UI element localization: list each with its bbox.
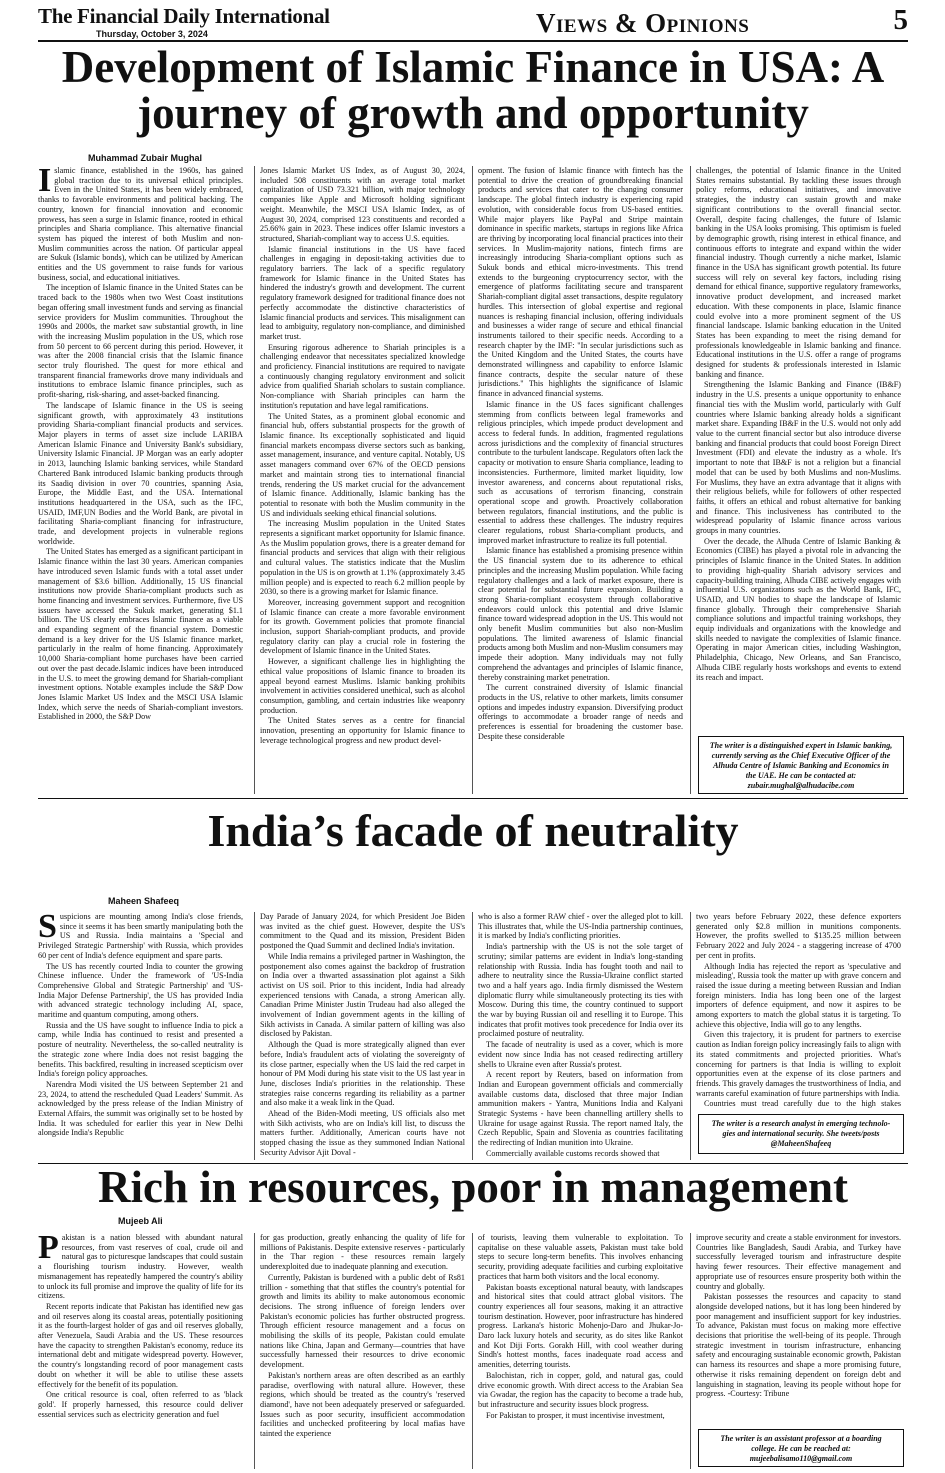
- bio-line: gies and international security. She tweets/posts: [722, 1129, 880, 1138]
- paragraph: Pakistan possesses the resources and capacity to stand alongside developed nations, but it has long been hindered by poor management and insufficient support for key industries. To advance, Pakistan must focus on making more effective decisions that prioritise the well-being of its people. Through strategic investment in tourism infrastructure, enhancing safety and encouraging sustainable economic growth, Pakistan can harness its resources and shape a more promising future, otherwise it risks remaining dependent on foreign debt and languishing in stagnation, leaving its people without hope for progress. -Courtesy: Tribune: [696, 1292, 901, 1399]
- bio-line: the UAE. He can be contacted at:: [745, 771, 857, 780]
- paragraph: For Pakistan to prosper, it must incentivise investment,: [486, 1410, 665, 1420]
- paragraph: Pakistan boasts exceptional natural beauty, with landscapes and historical sites that could attract global visitors. The country experiences all four seasons, making it an attractive tourism destination. However, poor infrastructure has hindered progress. Larkana's historic Mohenjo-Daro and Jhukar-Jo-Daro lack luxury hotels and security, as do sites like Rankot and Kot Diji Forts. Gorakh Hill, with cool weather during Sindh's hottest months, faces inadequate road access and amenities, deterring tourists.: [478, 1282, 683, 1370]
- column-divider: [254, 1233, 255, 1469]
- paragraph: The United States, as a prominent global economic and financial hub, offers substantial prospects for the growth of Islamic finance. Its exceptionally sophisticated and liquid financial markets encompass diverse sectors such as banking, asset management, insurance, and venture capital. Notably, US asset managers command over 67% of the OECD pensions market and maintain strong ties to international financial trends, rendering the US market crucial for the advancement of Islamic finance. Additionally, Islamic banking has the potential to resonate with both the Muslim community in the US and individuals seeking ethical financial solutions.: [260, 411, 465, 518]
- paper-name: The Financial Daily International: [38, 4, 330, 28]
- author-bio-box-2: [698, 1114, 904, 1154]
- bio-line: currently serving as the Chief Executive Officer of the: [711, 751, 891, 760]
- drop-cap: I: [38, 166, 52, 199]
- author-bio-box-1: [698, 736, 904, 794]
- drop-cap: S: [38, 912, 57, 945]
- article-2-column-2: [260, 912, 465, 1160]
- paragraph: Islamic financial institutions in the US have faced challenges in engaging in deposit-taking activities due to regulatory barriers. The lack of a specific regulatory framework for Islamic finance in the United States has hindered the industry's growth and development. The current regulatory framework designed for traditional finance does not perfectly accommodate the distinctive characteristics of Islamic financial products and services. This misalignment can lead to ambiguity, regulatory non-compliance, and diminished market trust.: [260, 244, 465, 341]
- paragraph: The increasing Muslim population in the United States represents a significant market opportunity for Islamic finance. As the Muslim population grows, there is a greater demand for financial products and services that align with their religious and cultural values. The statistics indicate that the Muslim population in the US is on growth at 1.1% (approximately 3.45 million people) and is expected to reach 6.2 million people by 2030, so there is a growing market for Islamic finance.: [260, 519, 465, 597]
- paragraph: Narendra Modi visited the US between September 21 and 23, 2024, to attend the rescheduled Quad Leaders' Summit. As acknowledged by the press release of the Indian Ministry of External Affairs, the summit was originally set to be hosted by India. It was scheduled for earlier this year in New Delhi alongside India's Republic: [38, 1079, 243, 1138]
- paragraph: Islamic finance, established in the 1960s, has gained global traction due to its universal ethical principles. Even in the United States, it has been widely embraced, thanks to favorable environments and political backing. The country, known for financial innovation and economic prowess, has seen a surge in Islamic finance, rooted in ethical principles and Sharia compliance. This alternative financial system has piqued the interest of both Muslim and non-Muslim communities across the nation. Of particular appeal are Sukuk (Islamic bonds), which can be utilized by American entities and the US government to raise funds for various business, social, and educational initiatives.: [38, 166, 243, 282]
- headline-3: Rich in resources, poor in management: [98, 1162, 848, 1212]
- column-divider: [690, 912, 691, 1160]
- article-3-body: [38, 1233, 908, 1469]
- paragraph: Balochistan, rich in copper, gold, and natural gas, could drive economic growth. With direct access to the Arabian Sea via Gwadar, the region has the capacity to become a trade hub, but infrastructure and security issues block progress.: [478, 1370, 683, 1409]
- bio-line: college. He can be reached at:: [751, 1444, 851, 1453]
- paragraph: One critical resource is coal, often referred to as 'black gold'. If properly harnessed, this resource could deliver essential services such as electricity generation and fuel: [38, 1390, 243, 1419]
- headline-1: [38, 44, 908, 137]
- headline-1-line-2: journey of growth and opportunity: [137, 88, 809, 139]
- paragraph: for gas production, greatly enhancing the quality of life for millions of Pakistanis. Despite extensive reserves - particularly in the Thar region - these resources remain largely underexploited due to inadequate planning and execution.: [260, 1233, 465, 1272]
- article-3-column-1: [38, 1233, 243, 1469]
- column-divider: [690, 1233, 691, 1469]
- column-divider: [472, 166, 473, 794]
- article-1-column-3: [478, 166, 683, 794]
- byline-2: Maheen Shafeeq: [108, 896, 180, 906]
- paragraph: opment. The fusion of Islamic finance with fintech has the potential to drive the creation of groundbreaking financial products and services that cater to the changing consumer landscape. The global fintech industry is experiencing rapid evolution, with considerable focus from US-based entities. While major players like PayPal and Stripe maintain dominance in specific markets, startups in regions like Africa are thriving by incorporating local financial practices into their services. In Muslim-majority nations, fintech firms are increasingly introducing Sharia-compliant options such as Sukuk bonds and ethical micro-investments. This trend extends to the burgeoning cryptocurrency sector, with the emergence of platforms facilitating secure and transparent Shariah-compliant digital asset transactions, despite regulatory hurdles. This intersection of global expertise and regional nuances is reshaping financial inclusion, offering individuals and businesses a wider range of secure and ethical financial instruments tailored to their specific needs. According to a research chapter by the IMF: "In secular jurisdictions such as the United Kingdom and the United States, the courts have demonstrated willingness and capability to enforce Islamic finance contracts, despite the secular nature of these jurisdictions." This highlights the significance of Islamic finance in advanced financial systems.: [478, 166, 683, 399]
- paragraph: Although the Quad is more strategically aligned than ever before, India's fraudulent acts of violating the sovereignty of its close partner, especially when the US laid the red carpet in honour of PM Modi during his state visit to the US last year in June, discloses India's priorities in the relationship. These strategies raise concerns regarding its reliability as a partner and also make it a weak link in the Quad.: [260, 1040, 465, 1108]
- article-3-column-3: [478, 1233, 683, 1469]
- paragraph: The current constrained diversity of Islamic financial products in the US, relative to other markets, limits consumer options and impedes industry expansion. Diversifying product offerings to accommodate a broader range of needs and preferences is essential for broadening the customer base. Despite these considerable: [478, 683, 683, 741]
- paragraph: Countries must tread carefully due to the high stakes: [704, 1099, 901, 1108]
- author-bio-box-3: [698, 1429, 904, 1467]
- paragraph: two years before February 2022, these defence exporters generated only $2.8 million in munitions components. However, the profits swelled to $135.25 million between February 2022 and July 2024 - a staggering increase of 4700 per cent in profits.: [696, 912, 901, 960]
- column-divider: [690, 166, 691, 794]
- article-2-column-3: [478, 912, 683, 1160]
- paragraph: Over the decade, the Alhuda Centre of Islamic Banking & Economics (CIBE) has played a pivotal role in advancing the principles of Islamic finance in the United States. In addition to providing high-quality Shariah advisory services and capacity-building training, Alhuda CIBE actively engages with influential U.S. organizations such as the World Bank, IFC, USAID, and UN bodies to shape the landscape of Islamic finance globally. Through their comprehensive Shariah compliance solutions and impactful training workshops, they equip individuals and organizations with the knowledge and skills needed to navigate the complexities of Islamic finance. Operating in major American cities, including Washington, Philadelphia, Chicago, New Orleans, and San Francisco, Alhuda CIBE regularly hosts workshops and events to extend its reach and impact.: [696, 536, 901, 682]
- paragraph: Pakistan's northern areas are often described as an earthly paradise, overflowing with natural allure. However, these regions, which should be treated as the country's 'reserved diamond', have not been adequately preserved or safeguarded. Issues such as poor security, insufficient accommodation facilities and unchecked profiteering by local mafias have tainted the experience: [260, 1370, 465, 1439]
- bio-line: The writer is a distinguished expert in Islamic banking,: [709, 741, 893, 750]
- article-1-column-4: [696, 166, 901, 721]
- paragraph: The landscape of Islamic finance in the US is seeing significant growth, with approximately 43 institutions providing Sharia-compliant financial products and services. Major players in terms of asset size include LARIBA American Islamic Finance and University Bank's subsidiary, University Islamic Financial. JP Morgan was an early adopter in 2013, launching Islamic banking services, while Standard Chartered Bank introduced Islamic banking products through its Saadiq division in over 70 countries, spanning Asia, Europe, the Middle East, and the USA. International institutions headquartered in the USA, such as the IFC, USAID, IMF,UN Bodies and the World Bank, are pivotal in facilitating Sharia-compliant financing for infrastructure, trade, and development projects in vulnerable regions worldwide.: [38, 400, 243, 546]
- bio-line: The writer is a research analyst in emerging technolo-: [711, 1119, 891, 1128]
- article-2-body: [38, 912, 908, 1160]
- article-1-column-2: [260, 166, 465, 794]
- paragraph: The inception of Islamic finance in the United States can be traced back to the 1980s when two West Coast institutions began offering small investment funds and serving as financial service providers for Muslim communities. Throughout the 1990s and 2000s, the market saw substantial growth, in line with the increasing Muslim population in the US, which rose from 50 percent to 66 percent during this period. However, it was after the 2008 financial crisis that the Islamic finance sector truly flourished. The quest for more ethical and transparent financial frameworks drove many individuals and institutions to embrace Islamic finance principles, such as profit-sharing, risk-sharing, and asset-backed financing.: [38, 283, 243, 400]
- paragraph: The US has recently courted India to counter the growing Chinese influence. Under the framework of 'US-India Comprehensive Global and Strategic Partnership' and 'US-India Major Defense Partnership', the US has provided India with advanced strategic technology including AI, space, maritime and quantum computing, among others.: [38, 961, 243, 1020]
- paragraph: Moreover, increasing government support and recognition of Islamic finance can create a more favorable environment for its growth. Government policies that promote financial inclusion, support Shariah-compliant products, and provide regulatory clarity can play a crucial role in fostering the development of Islamic finance in the United States.: [260, 597, 465, 656]
- article-1-column-1: [38, 166, 243, 794]
- author-email: mujeebalisamo110@gmail.com: [749, 1454, 853, 1463]
- article-2-column-4: [696, 912, 901, 1108]
- paragraph: Strengthening the Islamic Banking and Finance (IB&F) industry in the U.S. presents a unique opportunity to enhance financial ties with the Muslim world, particularly with Gulf countries where Islamic banking already holds a significant market share. Expanding IB&F in the U.S. would not only add value to the current financial sector but also introduce diverse banking and financial products that could boost Foreign Direct Investment (FDI) and elevate the industry as a whole. It's important to note that IB&F is not a religion but a financial model that can be used by both Muslims and non-Muslims. For Muslims, they have an extra advantage that it aligns with their religious beliefs, while for followers of other respected faiths, it offers an ethical and robust alternative for banking and finance. This inclusiveness has contributed to the widespread popularity of Islamic finance across various groups in many countries.: [696, 380, 901, 536]
- byline-3: Mujeeb Ali: [118, 1216, 163, 1226]
- paragraph: Islamic finance in the US faces significant challenges stemming from conflicts between legal frameworks and religious principles, which impede product development and access to federal funds. In addition, fragmented regulations across jurisdictions and the complexity of financial structures contribute to the turbulent landscape. Regulators often lack the capacity or motivation to ensure Sharia compliance, leading to inconsistencies. Furthermore, limited market liquidity, low investor awareness, and concerns about reputational risks, such as accusations of terrorism financing, constrain operational scope and growth. Proactively collaboration between regulators, financial institutions, and the public is essential to address these challenges. The industry requires clearer regulations, robust Sharia-compliant products, and improved market infrastructure to realize its full potential.: [478, 399, 683, 545]
- paragraph: Suspicions are mounting among India's close friends, since it seems it has been smartly manipulating both the US and Russia. India maintains a 'Special and Privileged Strategic Partnership' with Russia, which provides 60 per cent of India's defence equipment and spare parts.: [38, 912, 243, 960]
- drop-cap: P: [38, 1233, 59, 1266]
- author-handle: @MaheenShafeeq: [770, 1139, 832, 1148]
- byline-1: Muhammad Zubair Mughal: [88, 153, 203, 163]
- paragraph: A recent report by Reuters, based on information from Indian and European government officials and commercially available customs data, disclosed that three major Indian ammunition makers - Yantra, Munitions India and Kalyani Strategic Systems - have been channelling artillery shells to Ukraine for usage against Russia. The report named Italy, the Czech Republic, Spain and Slovenia as countries facilitating the redirecting of Indian munition into Ukraine.: [478, 1070, 683, 1148]
- paragraph: Given this trajectory, it is prudent for partners to exercise caution as Indian foreign policy increasingly fails to align with its stated commitments and projected priorities. What's concerning for partners is that India is willing to exploit opportunities even at the expense of its close partners and friends. This gravely damages the trustworthiness of India, and warrants careful examination of future partnerships with India.: [696, 1030, 901, 1098]
- paragraph: challenges, the potential of Islamic finance in the United States remains substantial. By tackling these issues through policy reforms, educational initiatives, and innovative strategies, the industry can sustain growth and make significant contributions to the overall financial sector. Overall, despite facing challenges, the future of Islamic banking in the USA looks promising. This optimism is fueled by demographic growth, rising interest in ethical finance, and continuous efforts to integrate and expand within the wider financial industry. Though currently a niche market, Islamic finance in the USA has significant growth potential. Its future success will rely on several key factors, including rising demand for ethical finance, supportive regulatory frameworks, innovative product development, and increased market education. With these components in place, Islamic finance could evolve into a more prominent segment of the US financial landscape. Islamic banking education in the United States has been expanding to meet the rising demand for professionals knowledgeable in Islamic banking and finance. Educational institutions in the U.S. offer a range of programs designed for students & professionals interested in Islamic banking and finance.: [696, 166, 901, 379]
- paragraph: India's partnership with the US is not the sole target of scrutiny; similar patterns are evident in India's long-standing relationship with Russia. India has fought tooth and nail to adhere to neutrality since the Russia-Ukraine conflict started two and a half years ago. India firmly dismissed the Western diplomatic flurry while simultaneously protecting its ties with Moscow. During this time, the country continued to support the war by buying Russian oil and reselling it to Europe. This indicates that profit motives took precedence for India over its proclaimed posture of neutrality.: [478, 942, 683, 1039]
- paragraph: Ensuring rigorous adherence to Shariah principles is a challenging endeavor that necessitates specialized knowledge and proficiency. Financial institutions are required to navigate a continuously changing regulatory environment and solicit advice from qualified Shariah scholars to sustain compliance. Non-compliance with Shariah principles can harm the institution's reputation and have legal ramifications.: [260, 342, 465, 410]
- paragraph: who is also a former RAW chief - over the alleged plot to kill. This illustrates that, while the US-India partnership continues, it is marked by India's conflicting priorities.: [478, 912, 683, 941]
- paragraph: improve security and create a stable environment for investors. Countries like Bangladesh, Saudi Arabia, and Turkey have successfully leveraged tourism and infrastructure despite having fewer resources. Their effective management and appropriate use of resources ensure prosperity both within the country and globally.: [696, 1233, 901, 1291]
- masthead: [38, 4, 908, 40]
- paragraph: Jones Islamic Market US Index, as of August 30, 2024, included 508 constituents with an average total market capitalization of USD 73.321 billion, with major technology companies like Apple and Microsoft holding significant weight. Meanwhile, the MSCI USA Islamic Index, as of August 30, 2024, comprised 123 constituents and recorded a 25.66% gain in 2023. These indices offer Islamic investors a structured, Shariah-compliant way to access U.S. equities.: [260, 166, 465, 243]
- paragraph: Ahead of the Biden-Modi meeting, US officials also met with Sikh activists, who are on India's kill list, to discuss the matters further. Additionally, American courts have not stopped chasing the issue as they summoned Indian National Security Advisor Ajit Doval -: [260, 1109, 465, 1157]
- paragraph: Russia and the US have sought to influence India to pick a camp, while India has continued to resist and presented a posture of neutrality. Nevertheless, the so-called neutrality is the strategic zone where India does not resist bagging the benefits. This backfired, resulting in increased scepticism over India's foreign policy approaches.: [38, 1020, 243, 1079]
- paragraph: of tourists, leaving them vulnerable to exploitation. To capitalise on these valuable assets, Pakistan must take bold steps to secure long-term benefits. This involves enhancing security, providing adequate facilities and curbing exploitative practices that harm both visitors and the local economy.: [478, 1233, 683, 1281]
- paragraph: Day Parade of January 2024, for which President Joe Biden was invited as the chief guest. However, despite the US's commitment to the Quad and its mission, President Biden postponed the Quad Summit and declined India's invitation.: [260, 912, 465, 951]
- article-3-column-4: [696, 1233, 901, 1425]
- paragraph: Recent reports indicate that Pakistan has identified new gas and oil reserves along its coastal areas, potentially positioning it as the fourth-largest holder of gas and oil reserves globally, after Venezuela, Saudi Arabia and the US. These resources have the capacity to strengthen Pakistan's economy, reduce its international debt and mitigate widespread poverty. However, the country's longstanding record of poor management casts doubt on whether it will be able to utilise these assets effectively for the benefit of its population.: [38, 1301, 243, 1389]
- paragraph: The United States has emerged as a significant participant in Islamic finance within the last 30 years. American companies have introduced seven Islamic funds with a total asset under management of $3.6 billion. Additionally, 15 US financial institutions now provide Sharia-compliant products such as home financing and investment services. Furthermore, five US issuers have accessed the Sukuk market, generating $1.1 billion. The US clearly embraces Islamic finance as a viable and expanding segment of the financial system. Domestic demand is a key driver for the US Islamic finance market, particularly in the realm of home financing. Approximately 10,000 Sharia-compliant home purchases have been carried out over the past decade.Islamic indices have been introduced in the U.S. to meet the growing demand for Shariah-compliant investment options. Notable examples include the S&P Dow Jones Islamic Market US Index and the MSCI USA Islamic Index, which serve the needs of Shariah-compliant investors. Established in 2000, the S&P Dow: [38, 547, 243, 722]
- paragraph: Islamic finance has established a promising presence within the US financial system due to its adherence to ethical principles and the increasing Muslim population. While facing regulatory challenges and a lack of market exposure, there is clear potential for substantial future expansion. Building a strong Sharia-compliant ecosystem through collaborative endeavors could unlock this potential and drive Islamic finance toward widespread adoption in the US. This would not only benefit Muslim communities but also non-Muslim populations. The limited awareness of Islamic financial products among both Muslim and non-Muslim consumers may impede their adoption. Many individuals may not fully comprehend the advantages and principles of Islamic finance, thereby constraining market penetration.: [478, 546, 683, 682]
- paragraph: The United States serves as a centre for financial innovation, presenting an opportunity for Islamic finance to leverage technological progress and new product devel-: [260, 716, 465, 745]
- paragraph: The facade of neutrality is used as a cover, which is more evident now since India has not ceased redirecting artillery shells to Ukraine even after Russia's protest.: [478, 1040, 683, 1069]
- column-divider: [254, 912, 255, 1160]
- author-email: zubair.mughal@alhudacibe.com: [747, 781, 855, 790]
- article-1-body: [38, 166, 908, 794]
- paragraph: Pakistan is a nation blessed with abundant natural resources, from vast reserves of coal, crude oil and natural gas to picturesque landscapes that could sustain a flourishing tourism industry. However, wealth mismanagement has repeatedly hampered the country's ability to unlock its full promise and improve the quality of life for its citizens.: [38, 1233, 243, 1301]
- article-3-column-2: [260, 1233, 465, 1469]
- bio-line: The writer is an assistant professor at a boarding: [720, 1434, 882, 1443]
- issue-date: Thursday, October 3, 2024: [96, 29, 208, 39]
- page-number: 5: [893, 4, 908, 36]
- bio-line: Alhuda Centre of Islamic Banking and Economics in: [713, 761, 889, 770]
- column-divider: [472, 1233, 473, 1469]
- article-separator: [38, 798, 908, 799]
- paragraph: Currently, Pakistan is burdened with a public debt of Rs81 trillion - something that that stifles the country's potential for growth and limits its ability to make autonomous economic decisions. The strong influence of foreign lenders over Pakistan's economic policies has further obstructed progress. Through efficient resource management and a focus on mobilising the skills of its people, Pakistan could emulate nations like China, Japan and Germany—countries that have successfully harnessed their resources to drive economic development.: [260, 1272, 465, 1370]
- paragraph: Commercially available customs records showed that: [486, 1148, 660, 1158]
- column-divider: [254, 166, 255, 794]
- headline-2: India’s facade of neutrality: [207, 805, 739, 856]
- column-divider: [472, 912, 473, 1160]
- headline-1-line-1: Development of Islamic Finance in USA: A: [61, 42, 885, 92]
- paragraph: However, a significant challenge lies in highlighting the ethical value propositions of Islamic finance to broaden its appeal beyond earnest Muslims. Islamic banking prohibits involvement in activities considered unethical, such as alcohol consumption, gambling, and certain industries like weaponry production.: [260, 657, 465, 715]
- paragraph: While India remains a privileged partner in Washington, the postponement also comes against the backdrop of frustration on India over a thwarted assassination plot against a Sikh activist on US soil. Prior to this incident, India had already experienced tensions with Canada, a strong American ally. Canadian Prime Minister Justin Trudeau had also alleged the involvement of Indian government agents in the killing of Sikh activists in Canada. A similar pattern of killing was also disclosed by Pakistan.: [260, 951, 465, 1039]
- article-2-column-1: [38, 912, 243, 1160]
- paragraph: Although India has rejected the report as 'speculative and misleading', Russia took the matter up with grave concern and raised the issue during a meeting between Russian and Indian foreign ministers. India has long been one of the largest importers of defence equipment, and now it aspires to be among exporters to match the global status it is targeting. To achieve this objective, India will go to any lengths.: [696, 961, 901, 1029]
- section-name: Views & Opinions: [536, 8, 750, 38]
